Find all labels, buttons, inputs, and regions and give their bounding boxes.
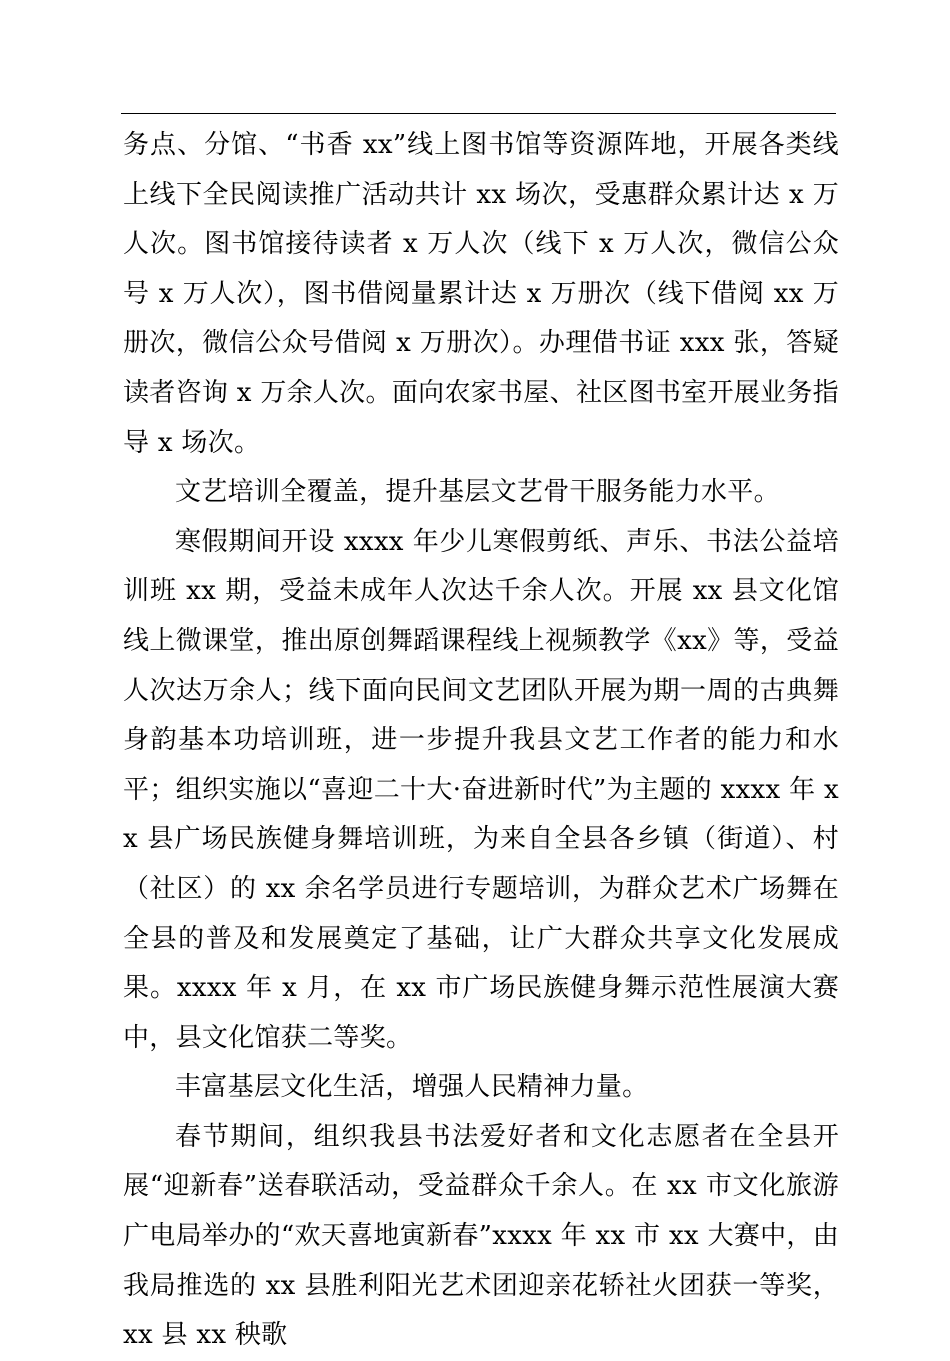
heading-cultural-life: 丰富基层文化生活，增强人民精神力量。 <box>175 1072 649 1103</box>
header-divider-line <box>121 113 836 114</box>
paragraph-arts-training: 寒假期间开设 xxxx 年少儿寒假剪纸、声乐、书法公益培训班 xx 期，受益未成年人次达千余人次。开展 xx 县文化馆线上微课堂，推出原创舞蹈课程线上视频教学《xx》等，受益人次达万余人；线下面向民间文艺团队开展为期一周的古典舞身韵基本功培训班，进一步提升我县文艺工作者的能力和水平；组织实施以“喜迎二十大·奋进新时代”为主题的 xxxx 年 xx 县广场民族健身舞培训班，为来自全县各乡镇（街道）、村（社区）的 xx 余名学员进行专题培训，为群众艺术广场舞在全县的普及和发展奠定了基础，让广大群众共享文化发展成果。xxxx 年 x 月，在 xx 市广场民族健身舞示范性展演大赛中，县文化馆获二等奖。 <box>123 526 839 1053</box>
paragraph-cultural-life: 春节期间，组织我县书法爱好者和文化志愿者在全县开展“迎新春”送春联活动，受益群众千余人。在 xx 市文化旅游广电局举办的“欢天喜地寅新春”xxxx 年 xx 市 xx 大赛中，由我局推选的 xx 县胜利阳光艺术团迎亲花轿社火团获一等奖，xx 县 xx 秧歌 <box>123 1121 839 1351</box>
paragraph-library-services: 务点、分馆、“书香 xx”线上图书馆等资源阵地，开展各类线上线下全民阅读推广活动共计 xx 场次，受惠群众累计达 x 万人次。图书馆接待读者 x 万人次（线下 x 万人次，微信公众号 x 万人次），图书借阅量累计达 x 万册次（线下借阅 xx 万册次，微信公众号借阅 x 万册次）。办理借书证 xxx 张，答疑读者咨询 x 万余人次。面向农家书屋、社区图书室开展业务指导 x 场次。 <box>123 130 839 458</box>
heading-arts-training: 文艺培训全覆盖，提升基层文艺骨干服务能力水平。 <box>175 477 780 508</box>
document-body <box>123 121 839 1361</box>
